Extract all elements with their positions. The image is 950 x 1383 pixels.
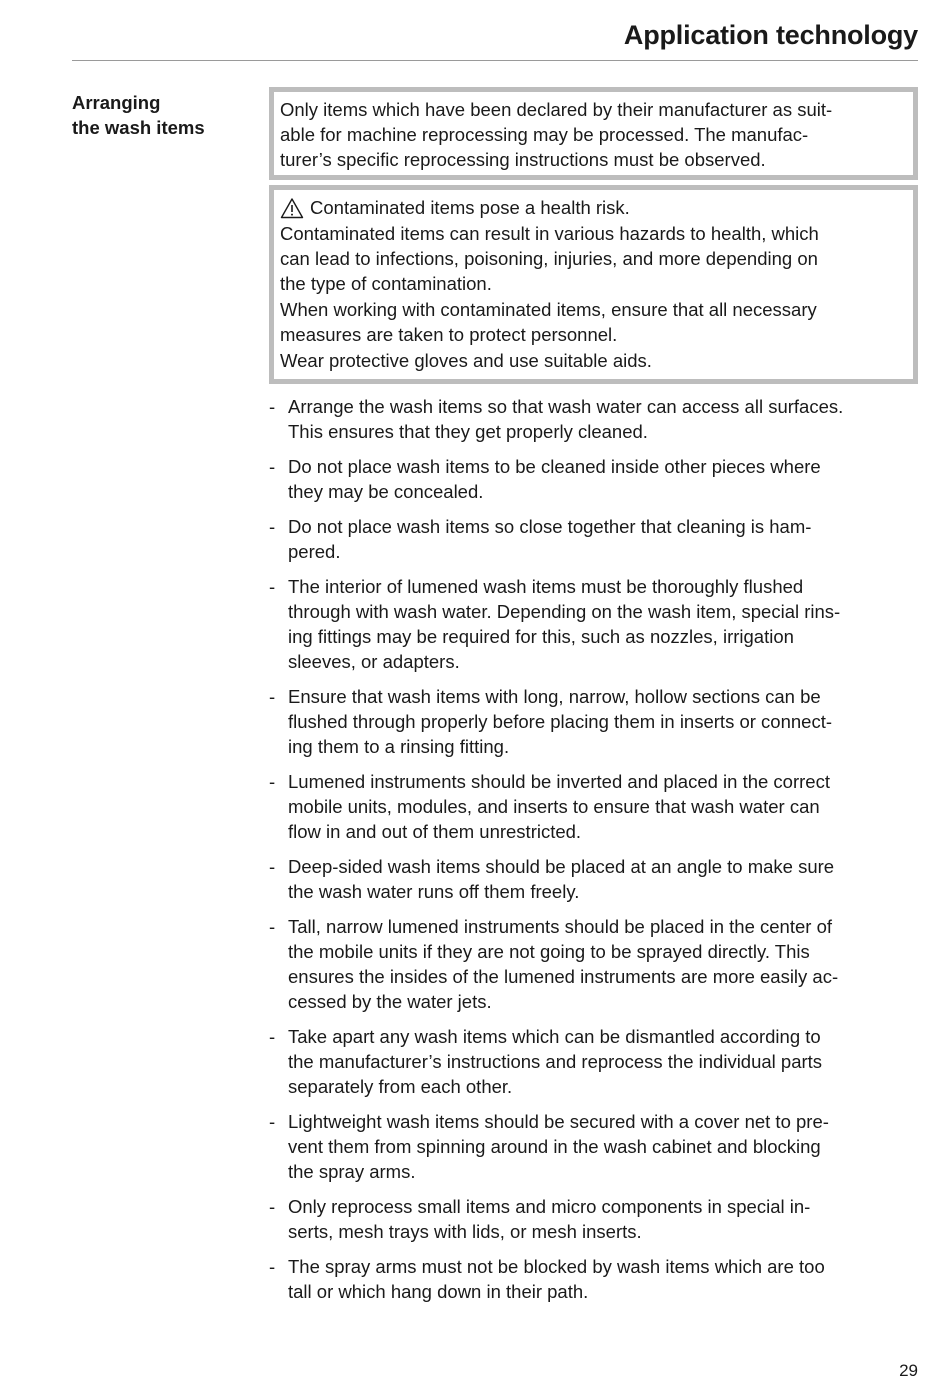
list-item bbox=[269, 854, 918, 904]
list-item-line: Ensure that wash items with long, narrow, hollow sections can be bbox=[288, 686, 821, 707]
side-heading-line: Arranging bbox=[72, 92, 161, 113]
warning-heading bbox=[280, 195, 907, 220]
bullet-marker: - bbox=[269, 1111, 276, 1132]
list-item-line: flushed through properly before placing them in inserts or connect- bbox=[288, 711, 832, 732]
list-item-line: Do not place wash items to be cleaned inside other pieces where bbox=[288, 456, 821, 477]
bullet-marker: - bbox=[269, 576, 276, 597]
list-item-line: vent them from spinning around in the wash cabinet and blocking bbox=[288, 1136, 821, 1157]
list-item-line: the spray arms. bbox=[288, 1161, 416, 1182]
warning-line: Contaminated items can result in various hazards to health, which bbox=[280, 223, 819, 244]
list-item-line: through with wash water. Depending on the wash item, special rins- bbox=[288, 601, 841, 622]
note-box bbox=[269, 87, 918, 180]
list-item-line: ing them to a rinsing fitting. bbox=[288, 736, 510, 757]
list-item-line: ensures the insides of the lumened instruments are more easily ac- bbox=[288, 966, 839, 987]
list-item-line: the mobile units if they are not going to be sprayed directly. This bbox=[288, 941, 810, 962]
side-heading-line: the wash items bbox=[72, 117, 205, 138]
list-item-line: mobile units, modules, and inserts to ensure that wash water can bbox=[288, 796, 820, 817]
bullet-marker: - bbox=[269, 1256, 276, 1277]
list-item-line: flow in and out of them unrestricted. bbox=[288, 821, 582, 842]
warning-line: can lead to infections, poisoning, injuries, and more depending on bbox=[280, 248, 818, 269]
list-item-line: This ensures that they get properly cleaned. bbox=[288, 421, 648, 442]
note-line: Only items which have been declared by their manufacturer as suit- bbox=[280, 99, 833, 120]
warning-line: Wear protective gloves and use suitable aids. bbox=[280, 350, 652, 371]
list-item-line: The interior of lumened wash items must be thoroughly flushed bbox=[288, 576, 804, 597]
warning-line: When working with contaminated items, ensure that all necessary bbox=[280, 299, 817, 320]
bullet-marker: - bbox=[269, 456, 276, 477]
warning-paragraph bbox=[280, 297, 907, 347]
warning-paragraph bbox=[280, 221, 907, 296]
list-item bbox=[269, 769, 918, 844]
list-item-line: Tall, narrow lumened instruments should be placed in the center of bbox=[288, 916, 832, 937]
bullet-marker: - bbox=[269, 771, 276, 792]
list-item bbox=[269, 514, 918, 564]
instruction-list bbox=[269, 394, 918, 1304]
list-item-line: the manufacturer’s instructions and reprocess the individual parts bbox=[288, 1051, 823, 1072]
warning-line: the type of contamination. bbox=[280, 273, 492, 294]
warning-box bbox=[269, 185, 918, 384]
bullet-marker: - bbox=[269, 686, 276, 707]
list-item bbox=[269, 394, 918, 444]
side-heading bbox=[72, 90, 262, 140]
warning-triangle-icon bbox=[280, 197, 304, 219]
warning-title: Contaminated items pose a health risk. bbox=[310, 197, 630, 218]
list-item-line: sleeves, or adapters. bbox=[288, 651, 460, 672]
note-line: able for machine reprocessing may be processed. The manufac- bbox=[280, 124, 809, 145]
bullet-marker: - bbox=[269, 1196, 276, 1217]
list-item bbox=[269, 684, 918, 759]
list-item-line: tall or which hang down in their path. bbox=[288, 1281, 589, 1302]
list-item bbox=[269, 914, 918, 1014]
bullet-marker: - bbox=[269, 916, 276, 937]
page-header bbox=[72, 0, 918, 61]
list-item-line: Only reprocess small items and micro components in special in- bbox=[288, 1196, 811, 1217]
list-item-line: Lumened instruments should be inverted and placed in the correct bbox=[288, 771, 830, 792]
list-item-line: cessed by the water jets. bbox=[288, 991, 492, 1012]
list-item-line: Lightweight wash items should be secured with a cover net to pre- bbox=[288, 1111, 829, 1132]
list-item-line: Deep-sided wash items should be placed at an angle to make sure bbox=[288, 856, 835, 877]
list-item-line: they may be concealed. bbox=[288, 481, 484, 502]
list-item-line: the wash water runs off them freely. bbox=[288, 881, 580, 902]
warning-line: measures are taken to protect personnel. bbox=[280, 324, 618, 345]
list-item-line: The spray arms must not be blocked by wash items which are too bbox=[288, 1256, 825, 1277]
bullet-marker: - bbox=[269, 856, 276, 877]
list-item bbox=[269, 1254, 918, 1304]
list-item-line: serts, mesh trays with lids, or mesh inserts. bbox=[288, 1221, 642, 1242]
note-text bbox=[280, 97, 907, 172]
list-item bbox=[269, 574, 918, 674]
section-title: Application technology bbox=[623, 20, 918, 50]
page-number: 29 bbox=[899, 1361, 918, 1380]
list-item-line: Take apart any wash items which can be dismantled according to bbox=[288, 1026, 821, 1047]
bullet-marker: - bbox=[269, 1026, 276, 1047]
note-line: turer’s specific reprocessing instructions must be observed. bbox=[280, 149, 766, 170]
list-item bbox=[269, 1109, 918, 1184]
list-item-line: Arrange the wash items so that wash water can access all surfaces. bbox=[288, 396, 844, 417]
bullet-marker: - bbox=[269, 516, 276, 537]
list-item bbox=[269, 454, 918, 504]
list-item-line: separately from each other. bbox=[288, 1076, 513, 1097]
list-item-line: pered. bbox=[288, 541, 341, 562]
list-item-line: Do not place wash items so close together that cleaning is ham- bbox=[288, 516, 812, 537]
list-item bbox=[269, 1024, 918, 1099]
list-item-line: ing fittings may be required for this, such as nozzles, irrigation bbox=[288, 626, 794, 647]
main-content bbox=[269, 87, 918, 1314]
list-item bbox=[269, 1194, 918, 1244]
warning-paragraph bbox=[280, 348, 907, 373]
bullet-marker: - bbox=[269, 396, 276, 417]
